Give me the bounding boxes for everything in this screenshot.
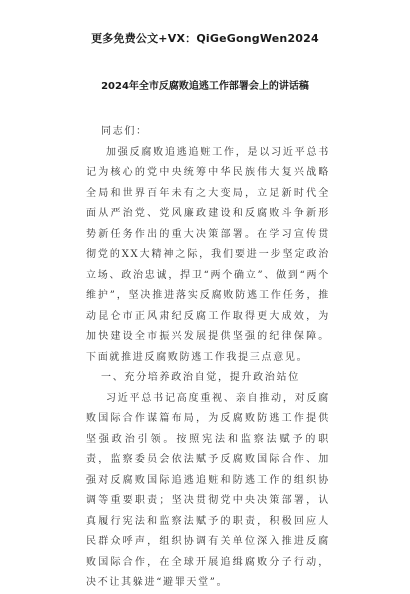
- document-title: 2024年全市反腐败追逃工作部署会上的讲话稿: [101, 81, 309, 92]
- paragraph: 习近平总书记高度重视、亲自推动，对反腐败国际合作谋篇布局，为反腐败防逃工作提供坚强政治引领。按照宪法和监察法赋予的职责，监察委员会依法赋予反腐败国际合作、加强对反腐败国际追逃追赃和防逃工作的组织协调等重要职责；坚决贯彻党中央决策部署，认真履行宪法和监察法赋予的职责，积极回应人民群众呼声，组织协调有关单位深入推进反腐败国际合作，在全球开展追缉腐败分子行动，决不让其躲进“避罪天堂”。: [86, 392, 330, 588]
- section-heading: 一、充分培养政治自觉，提升政治站位: [101, 372, 300, 383]
- document-body: [86, 122, 330, 594]
- watermark-header: 更多免费公文+VX：QiGeGongWen2024: [91, 32, 319, 45]
- paragraph: 加强反腐败追逃追赃工作，是以习近平总书记为核心的党中央统筹中华民族伟大复兴战略全局和世界百年未有之大变局，立足新时代全面从严治党、党风廉政建设和反腐败斗争新形势新任务作出的重大决策部署。在学习宣传贯彻党的XX大精神之际，我们要进一步坚定政治立场、政治忠诚，捍卫“两个确立”、做到“两个维护”，坚决推进落实反腐败防逃工作任务，推动昆仑市正风肃纪反腐工作取得更大成效，为加快建设全市振兴发展提供坚强的纪律保障。下面就推进反腐败防逃工作我提三点意见。: [86, 146, 330, 363]
- salutation: 同志们：: [101, 126, 148, 137]
